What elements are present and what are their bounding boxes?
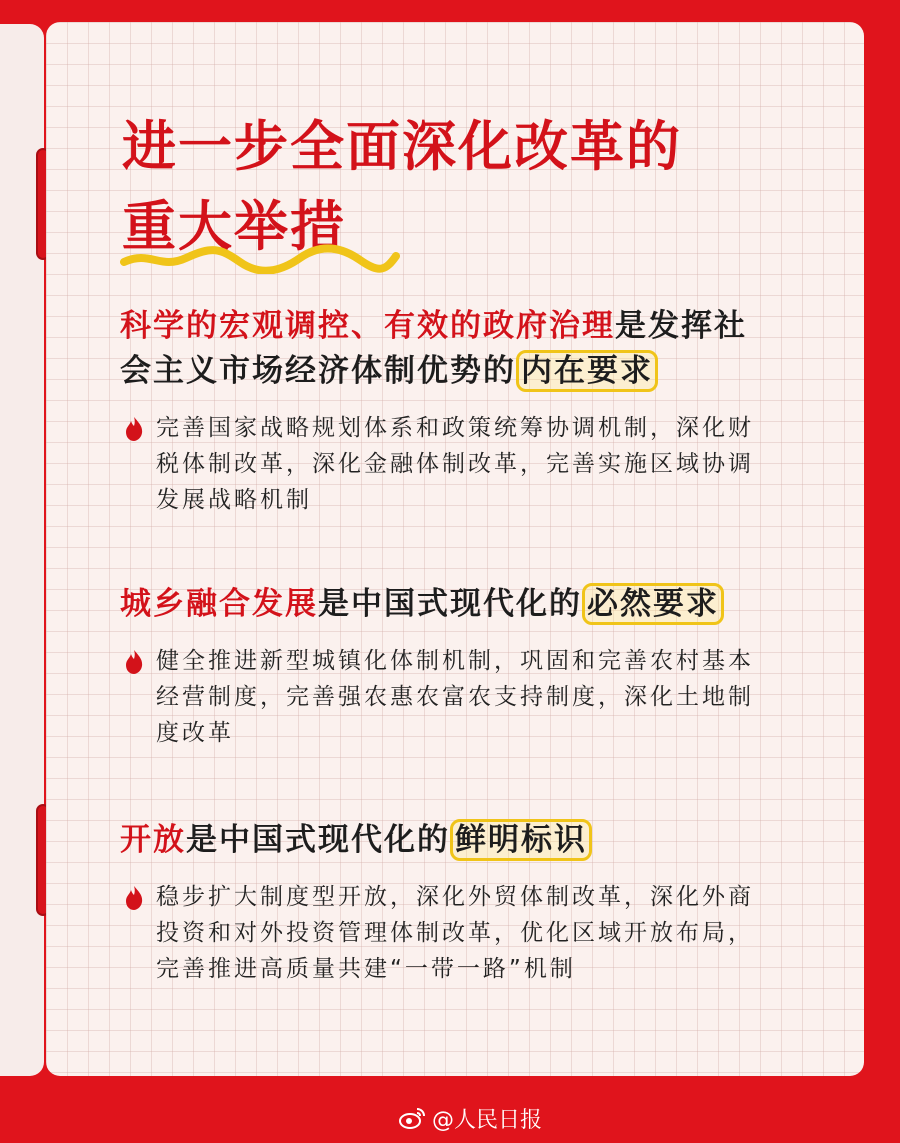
section-3-bullet [120,879,760,987]
weibo-watermark [398,1098,542,1138]
section-1 [120,304,760,518]
section-2-heading-red: 城乡融合发展 [120,586,318,622]
section-3-heading-plain: 是中国式现代化的 [186,822,450,858]
flame-bullet-icon [124,649,144,675]
section-1-bullet [120,410,760,518]
section-2-bullet [120,643,760,751]
section-3-bullet-text: 稳步扩大制度型开放，深化外贸体制改革，深化外商投资和对外投资管理体制改革，优化区域开放布局，完善推进高质量共建“一带一路”机制 [156,884,754,982]
section-1-heading-red: 科学的宏观调控、有效的政府治理 [120,308,615,344]
watermark-text: @人民日报 [432,1107,543,1133]
section-2 [120,582,760,751]
title-underline [120,240,400,274]
section-2-heading-plain: 是中国式现代化的 [318,586,582,622]
section-1-bullet-text: 完善国家战略规划体系和政策统筹协调机制，深化财税体制改革，深化金融体制改革，完善实施区域协调发展战略机制 [156,415,754,513]
flame-bullet-icon [124,416,144,442]
section-2-bullet-text: 健全推进新型城镇化体制机制，巩固和完善农村基本经营制度，完善强农惠农富农支持制度，深化土地制度改革 [156,648,754,746]
title-line-1: 进一步全面深化改革的 [122,114,682,178]
section-1-heading-highlight: 内在要求 [516,350,658,392]
flame-bullet-icon [124,885,144,911]
section-3-heading-highlight: 鲜明标识 [450,819,592,861]
section-2-heading [120,582,760,627]
section-3-heading-red: 开放 [120,822,186,858]
section-3 [120,818,760,987]
title-line-2: 重大举措 [122,194,346,258]
section-2-heading-highlight: 必然要求 [582,583,724,625]
section-3-heading [120,818,760,863]
section-1-heading [120,304,760,394]
section-1-heading-plain: 是发挥社会主义市场经济体制优势的 [120,308,747,389]
weibo-icon [398,1106,426,1130]
